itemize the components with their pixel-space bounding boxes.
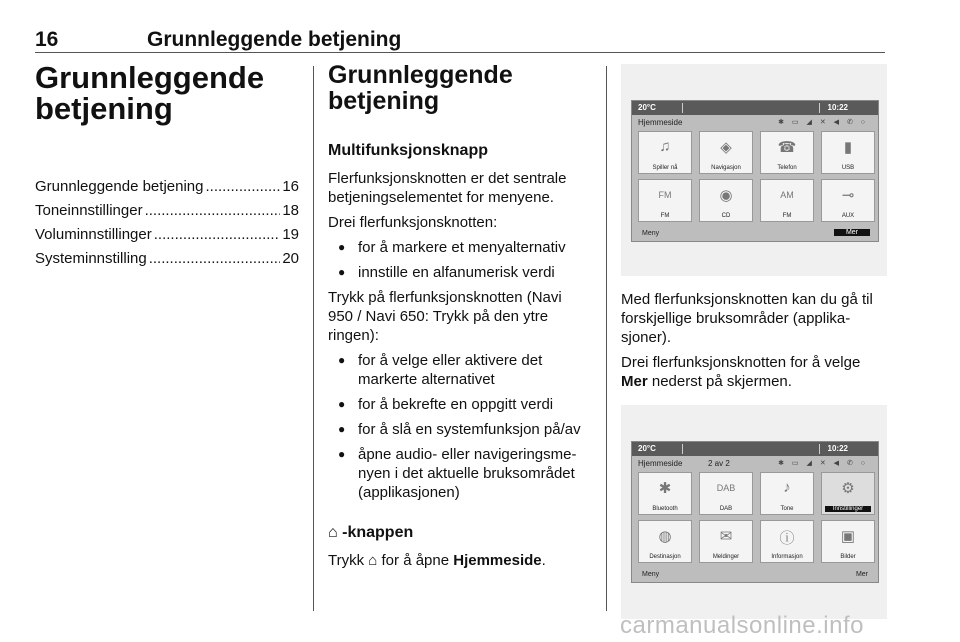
more-button[interactable]: Mer: [834, 229, 870, 236]
app-tile-selected[interactable]: ⚙ Innstillinger: [821, 472, 875, 515]
paragraph: Trykk på flerfunksjonsknotten (Navi 950 / Navi 650: Trykk på den ytre ringen):: [328, 289, 562, 344]
list-item: ● åpne audio- eller navigeringsme-nyen i det aktuelle bruksområdet (applikasjonen): [328, 445, 590, 502]
app-tile[interactable]: AM FM: [760, 179, 814, 222]
status-icons: ✱ ▭ ◢ ✕ ◀ ✆ ○: [778, 119, 868, 126]
list-item: ● for å velge eller aktivere det markerte alternativet: [328, 351, 590, 389]
table-of-contents: [35, 178, 299, 274]
list-item: ● for å bekrefte en oppgitt verdi: [328, 395, 590, 414]
page-number: 16: [35, 28, 59, 51]
paragraph: Drei flerfunksjonsknotten:: [328, 214, 498, 231]
app-tile[interactable]: ◈ Navigasjon: [699, 131, 753, 174]
more-button[interactable]: Mer: [855, 571, 868, 578]
paragraph: Trykk ⌂ for å åpne Hjemmeside.: [328, 552, 546, 569]
infotainment-screen: [631, 441, 879, 583]
paragraph: Flerfunksjonsknotten er det sentrale betjeningselementet for menyene.: [328, 170, 567, 206]
app-tile[interactable]: ◍ Destinasjon: [638, 520, 692, 563]
screen-bottom-bar: [632, 228, 878, 241]
toc-entry[interactable]: Systeminnstilling ..... 20: [35, 250, 299, 274]
page-header: [35, 28, 885, 53]
toc-entry[interactable]: Toneinnstillinger ..... 18: [35, 202, 299, 226]
watermark: carmanualsonline.info: [620, 612, 864, 639]
home-icon: ⌂: [328, 524, 338, 541]
status-icons: ✱ ▭ ◢ ✕ ◀ ✆ ○: [778, 460, 868, 467]
subsection-heading: ⌂ -knappen: [328, 524, 414, 541]
app-tile[interactable]: ✉ Meldinger: [699, 520, 753, 563]
list-item: ● for å slå en systemfunksjon på/av: [328, 420, 590, 439]
list-item: ● innstille en alfanumerisk verdi: [328, 263, 590, 282]
home-icon: ⌂: [368, 552, 378, 569]
subsection-heading: Multifunksjonsknapp: [328, 142, 488, 159]
bullet-list: [328, 238, 590, 282]
body-column: [328, 62, 590, 576]
status-bar: 20°C 10:22: [632, 101, 878, 115]
chapter-column: [35, 62, 299, 274]
screenshot-home-page-2: [621, 405, 887, 619]
page-indicator: 2 av 2: [708, 459, 730, 468]
app-tile[interactable]: ◉ CD: [699, 179, 753, 222]
section-title: Grunnleggende betjening: [328, 61, 513, 115]
breadcrumb: Hjemmeside: [638, 459, 683, 468]
app-tile[interactable]: ▮ USB: [821, 131, 875, 174]
infotainment-screen: [631, 100, 879, 242]
paragraph: Drei flerfunksjonsknotten for å velge Mer nederst på skjermen.: [621, 354, 861, 390]
toc-entry[interactable]: Voluminnstillinger ..... 19: [35, 226, 299, 250]
chapter-title: Grunnleggende betjening: [35, 60, 265, 126]
bullet-list: [328, 351, 590, 502]
app-tile[interactable]: ☎ Telefon: [760, 131, 814, 174]
app-tile[interactable]: ⊸ AUX: [821, 179, 875, 222]
app-tile[interactable]: ♪ Tone: [760, 472, 814, 515]
app-tiles: [638, 131, 875, 222]
menu-button[interactable]: Meny: [642, 230, 660, 237]
app-tiles: [638, 472, 875, 563]
app-tile[interactable]: ♫ Spiller nå: [638, 131, 692, 174]
breadcrumb: Hjemmeside: [638, 118, 683, 127]
running-title: Grunnleggende betjening: [147, 28, 402, 51]
app-tile[interactable]: FM FM: [638, 179, 692, 222]
menu-button[interactable]: Meny: [642, 571, 660, 578]
toc-entry[interactable]: Grunnleggende betjening ..... 16: [35, 178, 299, 202]
app-tile[interactable]: DAB DAB: [699, 472, 753, 515]
app-tile[interactable]: ▣ Bilder: [821, 520, 875, 563]
status-bar: 20°C 10:22: [632, 442, 878, 456]
column-divider-2: [606, 66, 607, 611]
column-divider-1: [313, 66, 314, 611]
screen-bottom-bar: [632, 569, 878, 582]
app-tile[interactable]: ⓘ Informasjon: [760, 520, 814, 563]
figure-caption: Med flerfunksjonsknotten kan du gå til forskjellige bruksområder (applika-sjoner).: [621, 291, 873, 346]
list-item: ● for å markere et menyalternativ: [328, 238, 590, 257]
screenshot-home-page-1: [621, 64, 887, 276]
figure-column: [621, 64, 887, 619]
app-tile[interactable]: ✱ Bluetooth: [638, 472, 692, 515]
